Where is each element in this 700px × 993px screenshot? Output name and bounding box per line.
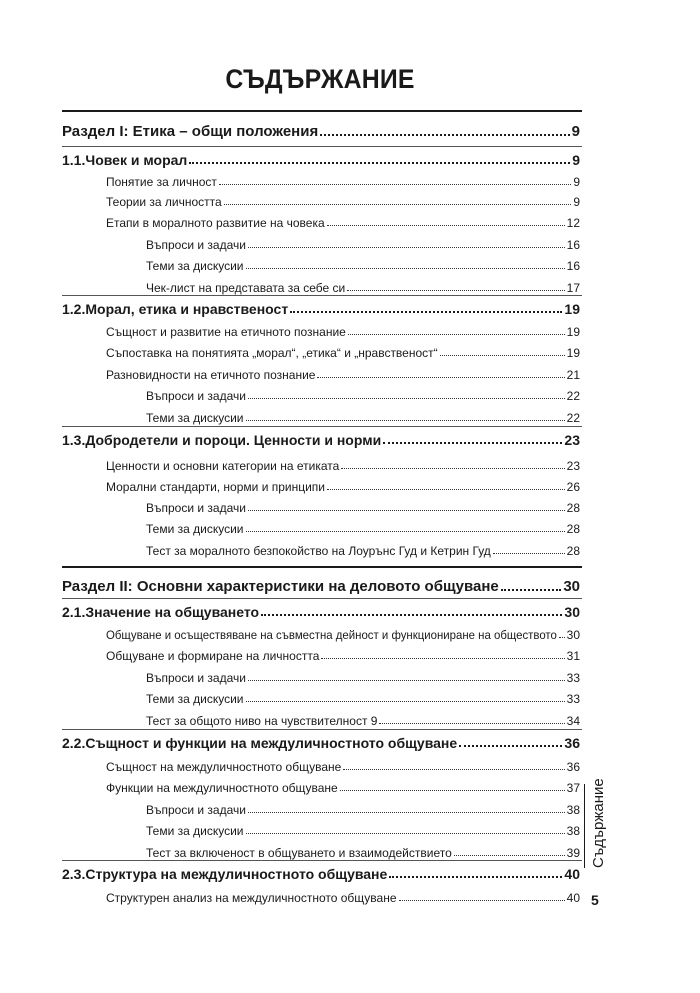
dot-leader <box>320 134 569 136</box>
dot-leader <box>327 489 565 490</box>
toc-entry-title: Раздел II: Основни характеристики на деловото общуване <box>62 578 499 595</box>
toc-entry-page: 28 <box>566 522 580 536</box>
dot-leader <box>399 900 565 901</box>
toc-entry-title: 1.3.Добродетели и пороци. Ценности и норми <box>62 432 382 448</box>
toc-entry-chapter[interactable] <box>62 297 580 317</box>
section-divider <box>62 566 582 568</box>
toc-entry-page: 23 <box>564 432 580 448</box>
dot-leader <box>559 637 565 638</box>
toc-entry-page: 16 <box>566 259 580 273</box>
toc-entry-page: 39 <box>566 846 580 860</box>
toc-entry-page: 30 <box>566 628 580 642</box>
toc-entry-item[interactable] <box>62 169 580 189</box>
toc-entry-title: 2.2.Същност и функции на междуличностното общуване <box>62 735 458 751</box>
toc-entry-title: Същност и развитие на етичното познание <box>106 325 346 339</box>
toc-entry-sub[interactable] <box>62 797 580 817</box>
toc-entry-page: 28 <box>566 501 580 515</box>
toc-entry-page: 34 <box>566 714 580 728</box>
toc-entry-page: 22 <box>566 411 580 425</box>
toc-entry-item[interactable] <box>62 622 580 642</box>
toc-entry-title: Въпроси и задачи <box>146 671 246 685</box>
dot-leader <box>248 398 565 399</box>
toc-entry-title: Функции на междуличностното общуване <box>106 781 338 795</box>
dot-leader <box>246 833 565 834</box>
toc-entry-title: Разновидности на етичното познание <box>106 368 316 382</box>
toc-entry-item[interactable] <box>62 775 580 795</box>
toc-entry-page: 26 <box>566 480 580 494</box>
toc-entry-title: Теми за дискусии <box>146 692 244 706</box>
toc-entry-chapter[interactable] <box>62 428 580 448</box>
dot-leader <box>343 769 564 770</box>
toc-entry-title: 1.1.Човек и морал <box>62 152 188 168</box>
toc-entry-title: Теми за дискусии <box>146 411 244 425</box>
page-title: СЪДЪРЖАНИЕ <box>225 64 415 94</box>
toc-entry-sub[interactable] <box>62 495 580 515</box>
toc-entry-page: 30 <box>563 578 580 595</box>
toc-entry-title: 2.1.Значение на общуването <box>62 604 260 620</box>
toc-entry-page: 9 <box>573 175 580 189</box>
toc-entry-title: Раздел I: Етика – общи положения <box>62 123 319 140</box>
row-separator <box>62 295 582 296</box>
dot-leader <box>493 553 565 554</box>
toc-entry-sub[interactable] <box>62 253 580 273</box>
row-separator <box>62 598 582 599</box>
side-tab-label: Съдържание <box>590 778 607 868</box>
toc-entry-title: Ценности и основни категории на етиката <box>106 459 340 473</box>
toc-entry-item[interactable] <box>62 453 580 473</box>
dot-leader <box>379 723 564 724</box>
toc-entry-item[interactable] <box>62 754 580 774</box>
dot-leader <box>189 162 570 164</box>
dot-leader <box>347 290 564 291</box>
toc-entry-item[interactable] <box>62 885 580 905</box>
toc-entry-page: 33 <box>566 692 580 706</box>
dot-leader <box>246 420 565 421</box>
toc-entry-title: 1.2.Морал, етика и нравственост <box>62 301 289 317</box>
toc-entry-title: 2.3.Структура на междуличностното общуване <box>62 866 388 882</box>
toc-entry-page: 37 <box>566 781 580 795</box>
toc-entry-title: Съпоставка на понятията „морал“, „етика“ и „нравственост“ <box>106 346 438 360</box>
toc-entry-page: 38 <box>566 803 580 817</box>
dot-leader <box>317 377 564 378</box>
toc-entry-title: Морални стандарти, норми и принципи <box>106 480 326 494</box>
toc-entry-page: 36 <box>566 760 580 774</box>
dot-leader <box>341 468 564 469</box>
section-divider <box>62 110 582 112</box>
dot-leader <box>248 812 565 813</box>
row-separator <box>62 146 582 147</box>
toc-entry-sub[interactable] <box>62 516 580 536</box>
toc-entry-title: Общуване и формиране на личността <box>106 649 320 663</box>
toc-entry-page: 9 <box>573 195 580 209</box>
toc-entry-title: Тест за общото ниво на чувствителност 9 <box>146 714 378 728</box>
dot-leader <box>219 184 571 185</box>
toc-entry-page: 19 <box>566 325 580 339</box>
toc-entry-title: Структурен анализ на междуличностното общуване <box>106 891 397 905</box>
row-separator <box>62 426 582 427</box>
toc-entry-item[interactable] <box>62 210 580 230</box>
toc-entry-title: Чек-лист на представата за себе си <box>146 281 346 295</box>
row-separator <box>62 729 582 730</box>
toc-entry-page: 16 <box>566 238 580 252</box>
toc-entry-item[interactable] <box>62 362 580 382</box>
toc-entry-page: 9 <box>571 123 580 140</box>
toc-entry-item[interactable] <box>62 643 580 663</box>
toc-entry-section[interactable] <box>62 120 580 140</box>
toc-entry-page: 30 <box>564 604 580 620</box>
dot-leader <box>246 531 565 532</box>
toc-entry-item[interactable] <box>62 340 580 360</box>
toc-entry-sub[interactable] <box>62 818 580 838</box>
dot-leader <box>321 658 564 659</box>
dot-leader <box>224 204 572 205</box>
toc-entry-title: Етапи в моралното развитие на човека <box>106 216 325 230</box>
toc-entry-chapter[interactable] <box>62 862 580 882</box>
toc-entry-title: Въпроси и задачи <box>146 238 246 252</box>
toc-entry-chapter[interactable] <box>62 600 580 620</box>
toc-entry-title: Понятие за личност <box>106 175 217 189</box>
dot-leader <box>248 247 565 248</box>
dot-leader <box>327 225 565 226</box>
toc-entry-page: 21 <box>566 368 580 382</box>
toc-entry-title: Същност на междуличностното общуване <box>106 760 342 774</box>
dot-leader <box>454 855 565 856</box>
toc-entry-sub[interactable] <box>62 232 580 252</box>
toc-entry-sub[interactable] <box>62 708 580 728</box>
dot-leader <box>459 745 562 747</box>
toc-entry-title: Въпроси и задачи <box>146 803 246 817</box>
toc-entry-title: Въпроси и задачи <box>146 389 246 403</box>
dot-leader <box>389 876 562 878</box>
toc-entry-sub[interactable] <box>62 840 580 860</box>
toc-entry-title: Теории за личността <box>106 195 222 209</box>
toc-entry-page: 31 <box>566 649 580 663</box>
dot-leader <box>383 442 562 444</box>
toc-entry-page: 38 <box>566 824 580 838</box>
toc-entry-title: Тест за включеност в общуването и взаимодействието <box>146 846 452 860</box>
dot-leader <box>340 790 565 791</box>
toc-entry-page: 40 <box>564 866 580 882</box>
toc-entry-page: 40 <box>566 891 580 905</box>
toc-entry-page: 9 <box>572 152 580 168</box>
toc-entry-page: 22 <box>566 389 580 403</box>
toc-entry-title: Общуване и осъществяване на съвместна дейност и функциониране на обществото <box>106 628 557 642</box>
toc-entry-item[interactable] <box>62 189 580 209</box>
toc-entry-sub[interactable] <box>62 538 580 558</box>
dot-leader <box>348 334 565 335</box>
toc-entry-sub[interactable] <box>62 383 580 403</box>
toc-entry-item[interactable] <box>62 319 580 339</box>
toc-entry-page: 17 <box>566 281 580 295</box>
toc-entry-chapter[interactable] <box>62 148 580 168</box>
dot-leader <box>261 614 562 616</box>
dot-leader <box>501 589 562 591</box>
dot-leader <box>246 701 565 702</box>
dot-leader <box>246 268 565 269</box>
row-separator <box>62 860 582 861</box>
toc-entry-chapter[interactable] <box>62 731 580 751</box>
toc-entry-title: Тест за моралното безпокойство на Лоурънс Гуд и Кетрин Гуд <box>146 544 491 558</box>
toc-entry-sub[interactable] <box>62 275 580 295</box>
dot-leader <box>248 680 565 681</box>
toc-entry-sub[interactable] <box>62 686 580 706</box>
toc-entry-section[interactable] <box>62 575 580 595</box>
dot-leader <box>248 510 565 511</box>
toc-entry-page: 12 <box>566 216 580 230</box>
toc-entry-page: 19 <box>564 301 580 317</box>
toc-entry-title: Теми за дискусии <box>146 824 244 838</box>
page-number: 5 <box>591 892 599 908</box>
toc-entry-page: 33 <box>566 671 580 685</box>
toc-entry-title: Въпроси и задачи <box>146 501 246 515</box>
toc-entry-page: 23 <box>566 459 580 473</box>
toc-entry-title: Теми за дискусии <box>146 522 244 536</box>
dot-leader <box>440 355 565 356</box>
toc-entry-page: 19 <box>566 346 580 360</box>
toc-entry-sub[interactable] <box>62 405 580 425</box>
toc-entry-page: 28 <box>566 544 580 558</box>
toc-entry-page: 36 <box>564 735 580 751</box>
toc-entry-title: Теми за дискусии <box>146 259 244 273</box>
toc-entry-item[interactable] <box>62 474 580 494</box>
dot-leader <box>290 311 562 313</box>
toc-entry-sub[interactable] <box>62 665 580 685</box>
